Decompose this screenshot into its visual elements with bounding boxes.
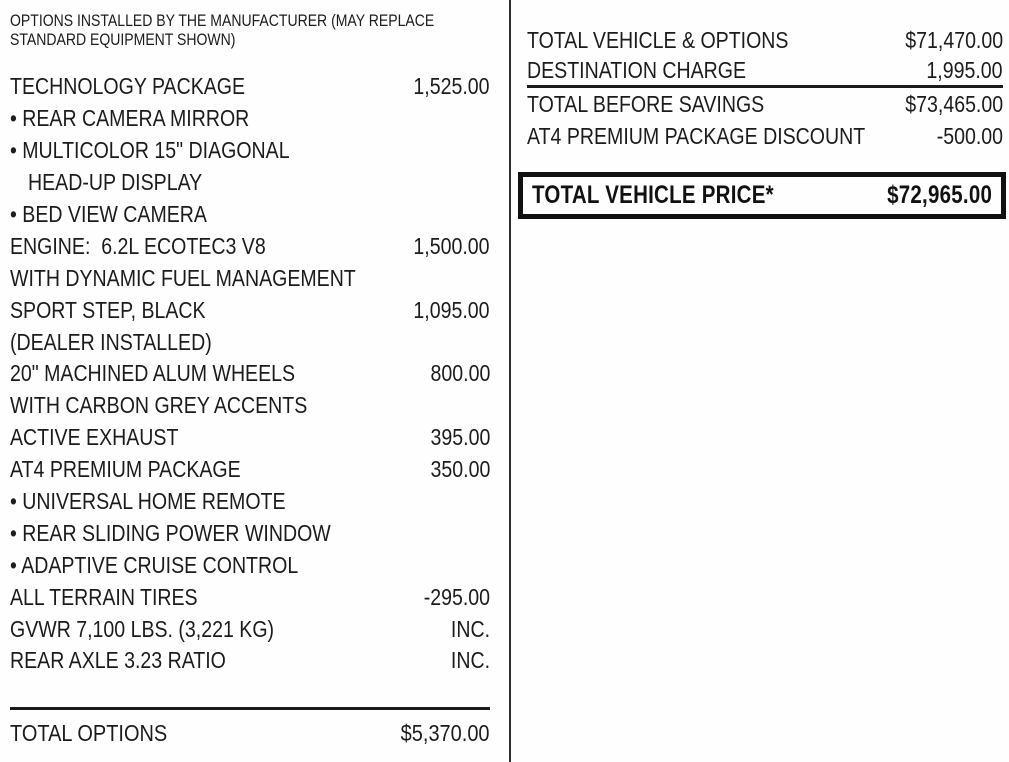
option-label: (DEALER INSTALLED) xyxy=(10,328,212,355)
option-row xyxy=(10,549,490,581)
option-row xyxy=(10,581,490,613)
option-label: • BED VIEW CAMERA xyxy=(10,201,207,227)
option-row xyxy=(10,358,490,390)
option-label: ENGINE: 6.2L ECOTEC3 V8 xyxy=(10,232,266,259)
option-label: • UNIVERSAL HOME REMOTE xyxy=(10,488,286,515)
total-options-label: TOTAL OPTIONS xyxy=(10,719,168,746)
option-price: 395.00 xyxy=(430,424,490,451)
option-row xyxy=(10,422,490,454)
option-row xyxy=(10,230,490,262)
summary-label: TOTAL BEFORE SAVINGS xyxy=(527,90,765,117)
option-row xyxy=(10,135,490,167)
option-row xyxy=(10,167,490,199)
option-label: SPORT STEP, BLACK xyxy=(10,296,206,323)
summary-row xyxy=(527,88,1003,120)
option-price: 350.00 xyxy=(430,456,490,483)
option-row xyxy=(10,103,490,135)
summary-value: $71,470.00 xyxy=(905,26,1003,53)
option-row xyxy=(10,390,490,422)
total-vehicle-price-label: TOTAL VEHICLE PRICE* xyxy=(532,181,774,209)
option-label: REAR AXLE 3.23 RATIO xyxy=(10,647,226,674)
option-row xyxy=(10,71,490,103)
option-price: -295.00 xyxy=(423,583,490,610)
total-options-row xyxy=(10,717,490,750)
summary-value: $73,465.00 xyxy=(905,90,1003,117)
options-column xyxy=(10,12,490,750)
option-row xyxy=(10,199,490,231)
summary-row xyxy=(527,120,1003,152)
price-summary-column xyxy=(527,24,1003,219)
summary-label: DESTINATION CHARGE xyxy=(527,57,747,83)
summary-row xyxy=(527,56,1003,88)
option-label: ACTIVE EXHAUST xyxy=(10,424,179,451)
option-price: 1,500.00 xyxy=(413,232,490,259)
option-row xyxy=(10,262,490,294)
summary-label: TOTAL VEHICLE & OPTIONS xyxy=(527,26,789,53)
option-price: 800.00 xyxy=(430,360,490,387)
option-label: HEAD-UP DISPLAY xyxy=(28,169,203,196)
options-header-line1: OPTIONS INSTALLED BY THE MANUFACTURER (MAY REPLACE xyxy=(10,12,435,30)
options-total-divider xyxy=(10,707,490,710)
option-row xyxy=(10,645,490,677)
option-label: TECHNOLOGY PACKAGE xyxy=(10,73,246,100)
option-label: • REAR CAMERA MIRROR xyxy=(10,105,250,132)
summary-list xyxy=(527,24,1003,152)
option-label: AT4 PREMIUM PACKAGE xyxy=(10,456,241,483)
option-label: GVWR 7,100 LBS. (3,221 KG) xyxy=(10,615,275,642)
total-options-value: $5,370.00 xyxy=(401,719,490,746)
option-label: WITH CARBON GREY ACCENTS xyxy=(10,392,308,419)
option-row xyxy=(10,326,490,358)
option-label: • ADAPTIVE CRUISE CONTROL xyxy=(10,551,299,578)
total-vehicle-price-value: $72,965.00 xyxy=(886,181,992,209)
options-header-line2: STANDARD EQUIPMENT SHOWN) xyxy=(10,31,236,49)
option-row xyxy=(10,517,490,549)
option-label: WITH DYNAMIC FUEL MANAGEMENT xyxy=(10,264,356,291)
options-section-header xyxy=(10,12,490,50)
option-price: 1,095.00 xyxy=(413,296,490,323)
column-divider xyxy=(509,0,511,762)
options-list xyxy=(10,71,490,677)
option-price: 1,525.00 xyxy=(413,73,490,100)
option-row xyxy=(10,454,490,486)
option-row xyxy=(10,294,490,326)
option-label: ALL TERRAIN TIRES xyxy=(10,583,198,610)
summary-label: AT4 PREMIUM PACKAGE DISCOUNT xyxy=(527,122,866,149)
option-label: 20" MACHINED ALUM WHEELS xyxy=(10,360,296,387)
total-vehicle-price-box xyxy=(518,172,1006,219)
option-price: INC. xyxy=(450,615,490,642)
option-row xyxy=(10,486,490,518)
option-label: • MULTICOLOR 15" DIAGONAL xyxy=(10,137,290,164)
option-label: • REAR SLIDING POWER WINDOW xyxy=(10,519,331,546)
summary-value: 1,995.00 xyxy=(926,57,1003,83)
option-price: INC. xyxy=(450,647,490,674)
summary-row xyxy=(527,24,1003,56)
option-row xyxy=(10,613,490,645)
summary-value: -500.00 xyxy=(936,122,1003,149)
